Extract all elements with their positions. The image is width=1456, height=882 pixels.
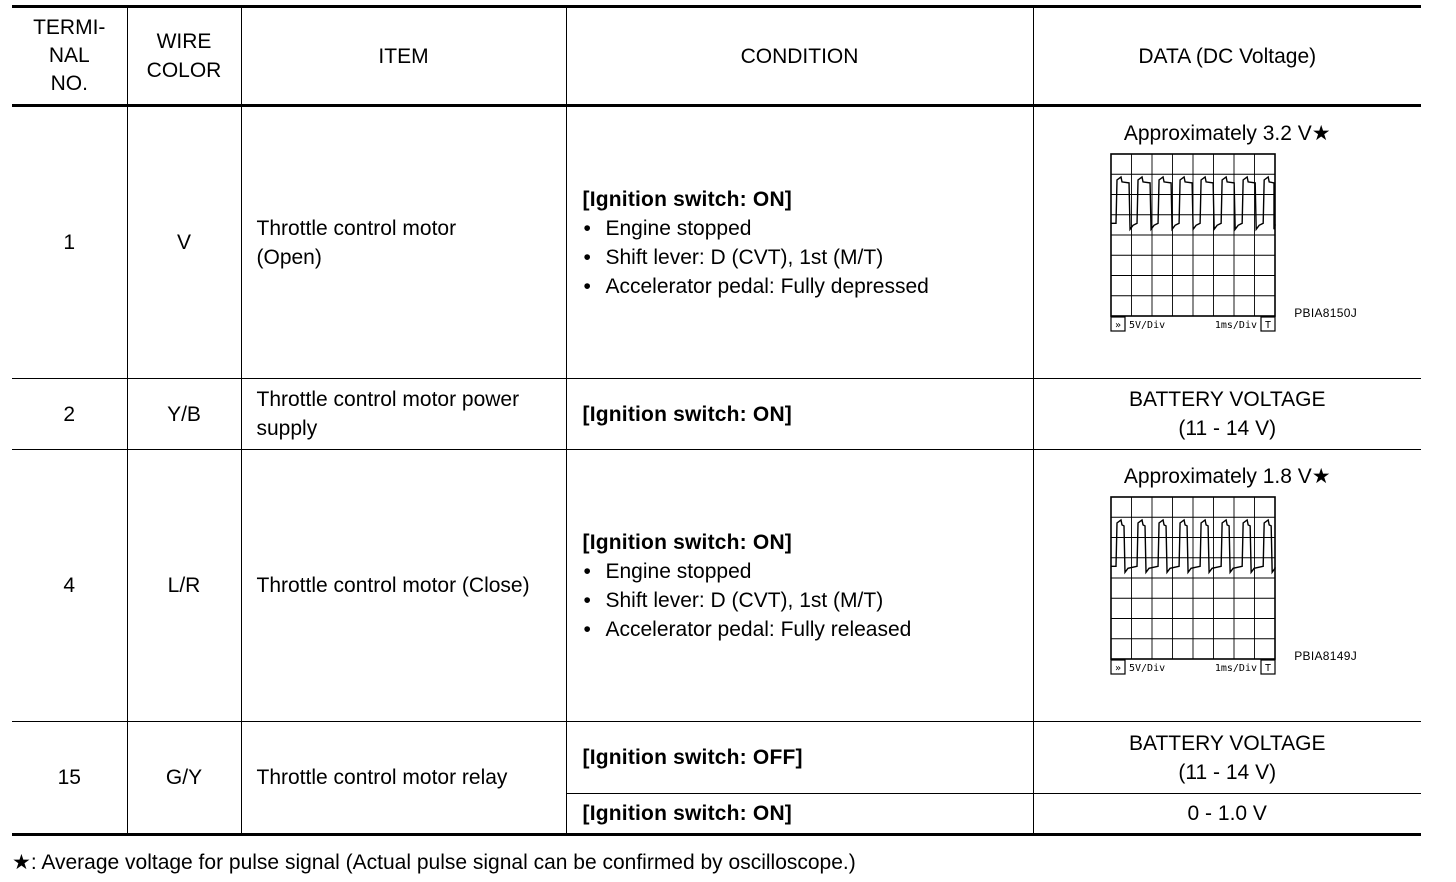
terminal-cell: 15 [12, 722, 127, 835]
condition-item: • Shift lever: D (CVT), 1st (M/T) [583, 586, 1033, 615]
condition-cell [566, 379, 1033, 450]
data-content [1034, 462, 1422, 677]
figure-code: PBIA8149J [1294, 649, 1357, 663]
fast-forward-icon: » [1114, 663, 1121, 674]
wire-color-cell: L/R [127, 450, 241, 722]
terminal-cell: 4 [12, 450, 127, 722]
data-heading [1034, 119, 1422, 148]
terminal-cell: 1 [12, 106, 127, 379]
condition-item: • Engine stopped [583, 557, 1033, 586]
header-item: ITEM [241, 7, 566, 106]
table-header-row [12, 7, 1421, 106]
data-value: BATTERY VOLTAGE [1129, 388, 1326, 411]
item-line: supply [256, 417, 318, 440]
item-cell [241, 379, 566, 450]
item-line: Throttle control motor power [256, 388, 520, 411]
condition-item: • Shift lever: D (CVT), 1st (M/T) [583, 243, 1033, 272]
table-row [12, 450, 1421, 722]
item-line: Throttle control motor (Close) [256, 574, 530, 597]
item-cell [241, 722, 566, 835]
condition-cell [566, 794, 1033, 835]
data-cell [1033, 450, 1421, 722]
item-line: Throttle control motor relay [256, 766, 508, 789]
star-icon: ★ [1311, 122, 1331, 145]
condition-title: [Ignition switch: ON] [582, 402, 793, 426]
condition-title: [Ignition switch: ON] [582, 802, 793, 825]
condition-cell [566, 106, 1033, 379]
terminal-cell: 2 [12, 379, 127, 450]
header-data: DATA (DC Voltage) [1033, 7, 1421, 106]
ecm-terminal-table [12, 5, 1421, 836]
header-terminal-line2: NAL [48, 44, 90, 67]
data-content [1034, 119, 1422, 334]
condition-list [583, 557, 1033, 644]
condition-item: • Accelerator pedal: Fully depressed [583, 272, 1033, 301]
trigger-label: T [1264, 320, 1271, 331]
data-value: 0 - 1.0 V [1187, 802, 1267, 825]
wire-color-cell: G/Y [127, 722, 241, 835]
data-value: (11 - 14 V) [1178, 760, 1277, 784]
item-cell [241, 106, 566, 379]
header-terminal-no [12, 7, 127, 106]
data-value: Approximately 3.2 V [1123, 122, 1312, 145]
oscilloscope-waveform [1109, 152, 1277, 334]
time-div-label: 1ms/Div [1214, 663, 1257, 674]
condition-title: [Ignition switch: OFF] [582, 746, 803, 769]
item-cell [241, 450, 566, 722]
star-icon: ★ [12, 851, 31, 874]
time-div-label: 1ms/Div [1214, 320, 1257, 331]
trigger-label: T [1264, 663, 1271, 674]
item-line: (Open) [256, 245, 322, 269]
footnote [12, 848, 856, 877]
wire-color-cell: Y/B [127, 379, 241, 450]
figure-code: PBIA8150J [1294, 306, 1357, 320]
condition-title: [Ignition switch: ON] [582, 530, 793, 554]
header-terminal-line3: NO. [50, 72, 88, 95]
item-line: Throttle control motor [256, 216, 457, 240]
condition-title: [Ignition switch: ON] [582, 187, 793, 211]
header-wire-line2: COLOR [146, 59, 222, 82]
condition-cell [566, 722, 1033, 794]
table-row [12, 379, 1421, 450]
condition-list [583, 214, 1033, 301]
oscilloscope-waveform [1109, 495, 1277, 677]
volt-div-label: 5V/Div [1128, 663, 1165, 674]
wire-color-cell: V [127, 106, 241, 379]
data-cell [1033, 106, 1421, 379]
data-value: Approximately 1.8 V [1123, 465, 1312, 488]
header-wire-color [127, 7, 241, 106]
star-icon: ★ [1311, 465, 1331, 488]
header-wire-line1: WIRE [156, 30, 212, 53]
data-cell [1033, 379, 1421, 450]
data-value: BATTERY VOLTAGE [1129, 731, 1326, 755]
data-value: (11 - 14 V) [1178, 417, 1277, 440]
header-terminal-line1: TERMI- [33, 16, 106, 39]
data-cell [1033, 722, 1421, 794]
condition-item: • Engine stopped [583, 214, 1033, 243]
table-row [12, 106, 1421, 379]
volt-div-label: 5V/Div [1128, 320, 1165, 331]
footnote-text: : Average voltage for pulse signal (Actual pulse signal can be confirmed by oscilloscope.) [30, 851, 856, 874]
fast-forward-icon: » [1114, 320, 1121, 331]
condition-item: • Accelerator pedal: Fully released [583, 615, 1033, 644]
table-row [12, 722, 1421, 794]
header-condition: CONDITION [566, 7, 1033, 106]
data-heading [1034, 462, 1422, 491]
condition-cell [566, 450, 1033, 722]
data-cell [1033, 794, 1421, 835]
